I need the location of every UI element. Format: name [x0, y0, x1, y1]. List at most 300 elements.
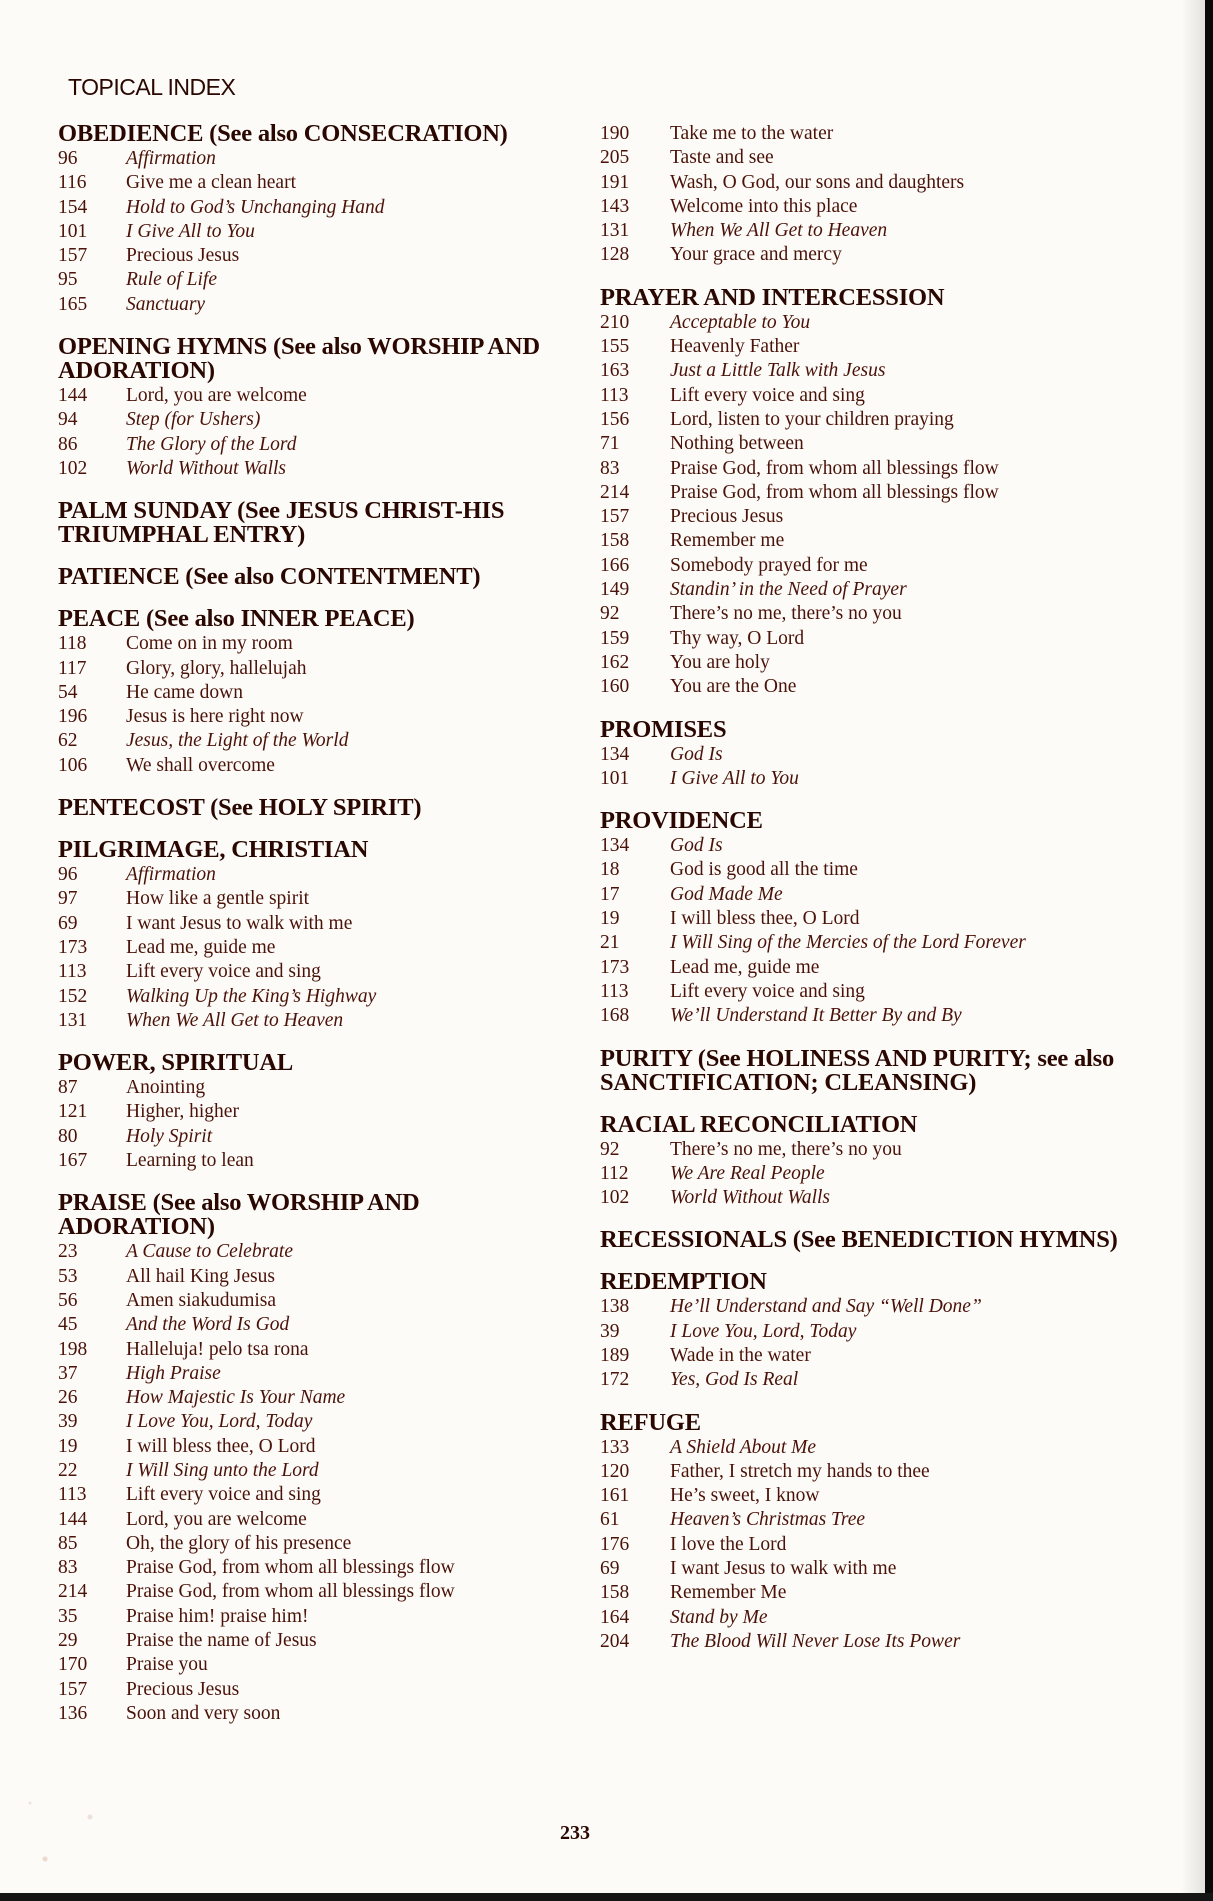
- hymn-number: 92: [600, 603, 620, 625]
- section-recessionals: [600, 1228, 1130, 1252]
- hymn-number: 26: [58, 1387, 78, 1409]
- hymn-title: Lift every voice and sing: [126, 1484, 321, 1506]
- hymn-title: A Shield About Me: [670, 1436, 817, 1458]
- section-heading: OPENING HYMNS (See also WORSHIP AND ADORATION): [58, 333, 540, 385]
- index-entry: [58, 1338, 578, 1362]
- hymn-title: Praise God, from whom all blessings flow: [670, 457, 999, 479]
- hymn-number: 198: [58, 1338, 88, 1360]
- hymn-number: 196: [58, 706, 88, 728]
- hymn-number: 160: [600, 676, 630, 698]
- section-heading: POWER, SPIRITUAL: [58, 1049, 294, 1077]
- hymn-number: 83: [58, 1557, 78, 1579]
- hymn-number: 80: [58, 1125, 78, 1147]
- hymn-number: 71: [600, 433, 620, 455]
- index-entry: [58, 1459, 578, 1483]
- hymn-number: 17: [600, 883, 620, 905]
- index-entry: [58, 1556, 578, 1580]
- hymn-number: 39: [58, 1411, 78, 1433]
- hymn-title: Praise God, from whom all blessings flow: [126, 1557, 455, 1579]
- index-entry: [58, 960, 578, 984]
- hymn-title: When We All Get to Heaven: [126, 1009, 344, 1031]
- index-entry: [600, 980, 1130, 1004]
- hymn-title: Glory, glory, hallelujah: [126, 657, 307, 679]
- hymn-title: You are the One: [670, 676, 797, 698]
- index-entry: [58, 171, 578, 195]
- hymn-title: Remember Me: [670, 1582, 787, 1604]
- hymn-number: 117: [58, 657, 87, 679]
- index-entry: [58, 1076, 578, 1100]
- index-entry: [58, 1532, 578, 1556]
- hymn-number: 134: [600, 835, 630, 857]
- left-column: [58, 122, 578, 1744]
- index-entry: [58, 1265, 578, 1289]
- index-entry: [600, 1320, 1130, 1344]
- hymn-title: We Are Real People: [670, 1162, 825, 1184]
- section-heading: REFUGE: [600, 1408, 701, 1436]
- hymn-title: Step (for Ushers): [126, 409, 261, 431]
- hymn-title: Heavenly Father: [670, 336, 800, 358]
- hymn-number: 172: [600, 1369, 630, 1391]
- hymn-number: 101: [600, 767, 630, 789]
- index-entry: [600, 529, 1130, 553]
- hymn-number: 144: [58, 385, 88, 407]
- hymn-title: Amen siakudumisa: [126, 1289, 277, 1311]
- index-entry: [58, 1149, 578, 1173]
- section-providence: [600, 809, 1130, 1028]
- index-entry: [58, 196, 578, 220]
- hymn-number: 165: [58, 293, 88, 315]
- hymn-title: Wade in the water: [670, 1344, 811, 1366]
- hymn-number: 121: [58, 1101, 88, 1123]
- section-heading: OBEDIENCE (See also CONSECRATION): [58, 120, 508, 147]
- hymn-title: God Is: [670, 835, 723, 857]
- hymn-number: 205: [600, 147, 630, 169]
- section-racial-reconciliation: [600, 1110, 1130, 1211]
- index-entry: [58, 1125, 578, 1149]
- hymn-number: 144: [58, 1508, 88, 1530]
- hymn-title: I want Jesus to walk with me: [670, 1558, 897, 1580]
- hymn-number: 162: [600, 651, 630, 673]
- hymn-number: 35: [58, 1605, 78, 1627]
- index-entry: [58, 632, 578, 656]
- section-heading: PRAISE (See also WORSHIP AND ADORATION): [58, 1189, 420, 1241]
- hymn-number: 22: [58, 1459, 78, 1481]
- section-heading: RECESSIONALS (See BENEDICTION HYMNS): [600, 1226, 1118, 1254]
- right-column: [600, 122, 1130, 1672]
- hymn-title: Oh, the glory of his presence: [126, 1532, 352, 1554]
- hymn-number: 138: [600, 1296, 630, 1318]
- hymn-title: There’s no me, there’s no you: [670, 1138, 902, 1160]
- hymn-title: How like a gentle spirit: [126, 888, 310, 910]
- hymn-number: 161: [600, 1485, 630, 1507]
- hymn-title: Somebody prayed for me: [670, 554, 868, 576]
- index-entry: [58, 293, 578, 317]
- hymn-title: The Glory of the Lord: [126, 433, 297, 455]
- section-heading: PALM SUNDAY (See JESUS CHRIST-HIS TRIUMPHAL ENTRY): [58, 497, 505, 549]
- index-entry: [600, 457, 1130, 481]
- hymn-number: 39: [600, 1320, 620, 1342]
- index-entry: [600, 907, 1130, 931]
- index-entry: [600, 1460, 1130, 1484]
- section-power-spiritual: [58, 1051, 578, 1173]
- hymn-title: Give me a clean heart: [126, 172, 296, 194]
- hymn-title: Your grace and mercy: [670, 244, 842, 266]
- hymn-number: 149: [600, 579, 630, 601]
- section-heading: RACIAL RECONCILIATION: [600, 1110, 918, 1138]
- hymn-number: 170: [58, 1654, 88, 1676]
- index-entry: [58, 985, 578, 1009]
- hymn-number: 56: [58, 1289, 78, 1311]
- section-promises: [600, 715, 1130, 792]
- hymn-number: 113: [600, 980, 629, 1002]
- hymn-title: Praise God, from whom all blessings flow: [670, 481, 999, 503]
- hymn-number: 143: [600, 195, 630, 217]
- index-entry: [600, 408, 1130, 432]
- index-entry: [600, 219, 1130, 243]
- index-entry: [600, 1138, 1130, 1162]
- index-entry: [600, 481, 1130, 505]
- index-entry: [58, 1629, 578, 1653]
- hymn-title: Just a Little Talk with Jesus: [670, 360, 886, 382]
- hymn-number: 94: [58, 409, 78, 431]
- hymn-title: God is good all the time: [670, 859, 858, 881]
- hymn-title: Father, I stretch my hands to thee: [670, 1460, 930, 1482]
- index-entry: [58, 1678, 578, 1702]
- hymn-number: 62: [58, 730, 78, 752]
- hymn-title: And the Word Is God: [126, 1314, 290, 1336]
- page-number: 233: [560, 1822, 590, 1844]
- hymn-title: Take me to the water: [670, 123, 834, 144]
- index-entry: [58, 268, 578, 292]
- index-entry: [58, 1508, 578, 1532]
- hymn-number: 157: [58, 1678, 88, 1700]
- index-entry: [58, 1410, 578, 1434]
- index-entry: [600, 858, 1130, 882]
- hymn-title: He came down: [126, 681, 243, 703]
- section-praise: [58, 1191, 578, 1726]
- hymn-title: Thy way, O Lord: [670, 627, 805, 649]
- hymn-title: Lord, you are welcome: [126, 385, 307, 407]
- hymn-number: 166: [600, 554, 630, 576]
- index-entry: [58, 1653, 578, 1677]
- hymn-title: I want Jesus to walk with me: [126, 912, 353, 934]
- hymn-title: Acceptable to You: [670, 311, 811, 333]
- hymn-title: Remember me: [670, 530, 785, 552]
- index-entry: [58, 147, 578, 171]
- hymn-number: 83: [600, 457, 620, 479]
- index-entry: [600, 171, 1130, 195]
- hymn-title: Praise you: [126, 1654, 208, 1676]
- hymn-number: 131: [600, 220, 630, 242]
- index-entry: [600, 578, 1130, 602]
- index-entry: [600, 1484, 1130, 1508]
- hymn-number: 96: [58, 864, 78, 886]
- hymn-number: 102: [600, 1187, 630, 1209]
- index-entry: [600, 505, 1130, 529]
- hymn-title: Nothing between: [670, 433, 804, 455]
- hymn-title: Praise him! praise him!: [126, 1605, 309, 1627]
- index-entry: [58, 457, 578, 481]
- hymn-title: High Praise: [126, 1362, 221, 1384]
- hymn-title: Sanctuary: [126, 293, 206, 315]
- hymn-title: Lead me, guide me: [126, 936, 276, 958]
- hymn-number: 45: [58, 1314, 78, 1336]
- section-heading: PROMISES: [600, 715, 727, 743]
- hymn-number: 116: [58, 172, 87, 194]
- index-entry: [58, 729, 578, 753]
- index-entry: [58, 887, 578, 911]
- index-entry: [58, 912, 578, 936]
- index-entry: [58, 1702, 578, 1726]
- hymn-number: 112: [600, 1162, 629, 1184]
- hymn-number: 152: [58, 985, 88, 1007]
- hymn-number: 85: [58, 1532, 78, 1554]
- section-patience: [58, 565, 578, 589]
- section-purity: [600, 1044, 1130, 1096]
- index-entry: [600, 195, 1130, 219]
- hymn-title: How Majestic Is Your Name: [126, 1387, 346, 1409]
- hymn-number: 87: [58, 1077, 78, 1099]
- index-entry: [600, 1630, 1130, 1654]
- hymn-title: Affirmation: [126, 148, 216, 169]
- hymn-title: Precious Jesus: [126, 245, 240, 267]
- hymn-title: Come on in my room: [126, 633, 293, 655]
- section-peace: [58, 607, 578, 778]
- hymn-number: 54: [58, 681, 78, 703]
- index-entry: [600, 432, 1130, 456]
- hymn-title: I Give All to You: [126, 220, 255, 242]
- index-entry: [58, 657, 578, 681]
- index-entry: [600, 834, 1130, 858]
- hymn-number: 131: [58, 1009, 88, 1031]
- hymn-number: 101: [58, 220, 88, 242]
- index-entry: [58, 1289, 578, 1313]
- hymn-number: 113: [600, 384, 629, 406]
- index-entry: [58, 1240, 578, 1264]
- section-obedience: [58, 122, 578, 317]
- index-entry: [600, 627, 1130, 651]
- paper-speckle: [0, 1761, 150, 1901]
- index-entry: [58, 408, 578, 432]
- index-entry: [600, 1368, 1130, 1392]
- hymn-number: 155: [600, 336, 630, 358]
- section-redemption: [600, 1270, 1130, 1392]
- index-entry: [600, 1186, 1130, 1210]
- hymn-title: Learning to lean: [126, 1150, 254, 1172]
- index-entry: [600, 122, 1130, 146]
- page-edge-shade: [1181, 0, 1205, 1901]
- hymn-number: 214: [58, 1581, 88, 1603]
- hymn-title: The Blood Will Never Lose Its Power: [670, 1630, 961, 1652]
- hymn-title: Higher, higher: [126, 1101, 239, 1123]
- hymn-number: 156: [600, 408, 630, 430]
- hymn-number: 61: [600, 1509, 620, 1531]
- index-entry: [600, 1557, 1130, 1581]
- hymn-title: He’s sweet, I know: [670, 1485, 820, 1507]
- index-entry: [600, 146, 1130, 170]
- hymn-number: 134: [600, 743, 630, 765]
- hymn-title: Lord, listen to your children praying: [670, 408, 954, 430]
- index-entry: [600, 1162, 1130, 1186]
- index-entry: [58, 1100, 578, 1124]
- hymn-number: 18: [600, 859, 620, 881]
- hymn-title: Welcome into this place: [670, 195, 858, 217]
- section-heading: PILGRIMAGE, CHRISTIAN: [58, 836, 369, 864]
- hymn-number: 133: [600, 1436, 630, 1458]
- hymn-title: I Will Sing of the Mercies of the Lord Forever: [670, 932, 1026, 954]
- index-entry: [58, 1435, 578, 1459]
- hymn-title: Standin’ in the Need of Prayer: [670, 579, 907, 601]
- scan-border-bottom: [0, 1893, 1213, 1901]
- section-heading: PEACE (See also INNER PEACE): [58, 605, 415, 633]
- index-entry: [600, 1508, 1130, 1532]
- hymn-title: World Without Walls: [126, 457, 287, 479]
- hymn-number: 168: [600, 1005, 630, 1027]
- index-entry: [58, 705, 578, 729]
- section-refuge: [600, 1408, 1130, 1655]
- index-entry: [58, 863, 578, 887]
- index-entry: [58, 384, 578, 408]
- hymn-number: 159: [600, 627, 630, 649]
- hymn-number: 96: [58, 148, 78, 169]
- hymn-title: A Cause to Celebrate: [126, 1241, 293, 1263]
- hymn-title: Precious Jesus: [670, 506, 784, 528]
- hymn-title: Walking Up the King’s Highway: [126, 985, 377, 1007]
- index-entry: [58, 681, 578, 705]
- hymn-title: Wash, O God, our sons and daughters: [670, 171, 965, 193]
- section-prayer-and-intercession: [600, 283, 1130, 700]
- hymn-title: Affirmation: [126, 864, 216, 886]
- hymn-number: 23: [58, 1241, 78, 1263]
- hymn-title: All hail King Jesus: [126, 1265, 275, 1287]
- hymn-title: Lead me, guide me: [670, 956, 820, 978]
- hymn-title: I Love You, Lord, Today: [126, 1411, 313, 1433]
- index-entry: [600, 956, 1130, 980]
- hymn-number: 102: [58, 457, 88, 479]
- section-heading: PURITY (See HOLINESS AND PURITY; see also SANCTIFICATION; CLEANSING): [600, 1044, 1115, 1096]
- hymn-title: Yes, God Is Real: [670, 1369, 799, 1391]
- index-entry: [600, 335, 1130, 359]
- index-entry: [58, 936, 578, 960]
- index-entry: [600, 1581, 1130, 1605]
- index-entry: [600, 767, 1130, 791]
- hymn-title: I Love You, Lord, Today: [670, 1320, 857, 1342]
- index-entry: [600, 359, 1130, 383]
- hymn-number: 190: [600, 123, 630, 144]
- hymn-title: Lift every voice and sing: [126, 961, 321, 983]
- hymn-title: There’s no me, there’s no you: [670, 603, 902, 625]
- hymn-title: Taste and see: [670, 147, 774, 169]
- index-entry: [600, 1533, 1130, 1557]
- index-entry: [58, 1313, 578, 1337]
- hymn-title: God Is: [670, 743, 723, 765]
- hymn-title: He’ll Understand and Say “Well Done”: [670, 1296, 982, 1318]
- hymn-title: You are holy: [670, 651, 770, 673]
- hymn-title: Rule of Life: [126, 269, 217, 291]
- hymn-number: 157: [58, 245, 88, 267]
- hymn-title: Praise the name of Jesus: [126, 1630, 317, 1652]
- index-entry: [58, 1386, 578, 1410]
- section-continued: [600, 122, 1130, 268]
- index-entry: [58, 1009, 578, 1033]
- index-entry: [58, 1483, 578, 1507]
- hymn-title: Lift every voice and sing: [670, 384, 865, 406]
- hymn-number: 164: [600, 1606, 630, 1628]
- hymn-title: We shall overcome: [126, 754, 275, 776]
- hymn-title: Halleluja! pelo tsa rona: [126, 1338, 309, 1360]
- index-entry: [58, 220, 578, 244]
- hymn-title: Jesus, the Light of the World: [126, 730, 349, 752]
- hymn-number: 97: [58, 888, 78, 910]
- hymn-number: 204: [600, 1630, 630, 1652]
- hymn-number: 53: [58, 1265, 78, 1287]
- index-entry: [600, 1436, 1130, 1460]
- section-pentecost: [58, 796, 578, 820]
- hymn-number: 136: [58, 1702, 88, 1724]
- hymn-title: We’ll Understand It Better By and By: [670, 1005, 962, 1027]
- hymn-number: 163: [600, 360, 630, 382]
- section-heading: PROVIDENCE: [600, 807, 763, 835]
- hymn-title: Heaven’s Christmas Tree: [670, 1509, 865, 1531]
- hymn-number: 189: [600, 1344, 630, 1366]
- index-entry: [58, 754, 578, 778]
- hymn-title: I love the Lord: [670, 1533, 787, 1555]
- hymn-title: Lift every voice and sing: [670, 980, 865, 1002]
- hymn-number: 158: [600, 530, 630, 552]
- hymn-title: Stand by Me: [670, 1606, 768, 1628]
- hymn-number: 210: [600, 311, 630, 333]
- hymn-title: Praise God, from whom all blessings flow: [126, 1581, 455, 1603]
- hymn-number: 69: [58, 912, 78, 934]
- index-entry: [600, 554, 1130, 578]
- index-entry: [600, 243, 1130, 267]
- hymn-number: 92: [600, 1138, 620, 1160]
- hymn-title: When We All Get to Heaven: [670, 220, 888, 242]
- index-entry: [600, 1606, 1130, 1630]
- index-entry: [600, 1004, 1130, 1028]
- hymn-number: 113: [58, 961, 87, 983]
- index-entry: [600, 883, 1130, 907]
- index-entry: [600, 602, 1130, 626]
- hymn-number: 113: [58, 1484, 87, 1506]
- hymn-number: 69: [600, 1558, 620, 1580]
- index-entry: [600, 675, 1130, 699]
- hymn-title: I Will Sing unto the Lord: [126, 1459, 319, 1481]
- hymn-number: 214: [600, 481, 630, 503]
- hymn-number: 120: [600, 1460, 630, 1482]
- index-entry: [58, 1605, 578, 1629]
- page-header: TOPICAL INDEX: [68, 74, 236, 100]
- index-entry: [600, 931, 1130, 955]
- hymn-title: Lord, you are welcome: [126, 1508, 307, 1530]
- hymn-title: I will bless thee, O Lord: [670, 908, 860, 930]
- scan-border-right: [1205, 0, 1213, 1901]
- section-pilgrimage-christian: [58, 838, 578, 1033]
- hymn-title: Anointing: [126, 1077, 206, 1099]
- hymn-number: 158: [600, 1582, 630, 1604]
- hymn-number: 191: [600, 171, 630, 193]
- index-entry: [600, 651, 1130, 675]
- section-heading: REDEMPTION: [600, 1268, 767, 1296]
- hymn-number: 21: [600, 932, 620, 954]
- index-entry: [600, 1344, 1130, 1368]
- hymn-title: Precious Jesus: [126, 1678, 240, 1700]
- hymn-number: 86: [58, 433, 78, 455]
- index-entry: [58, 433, 578, 457]
- index-entry: [600, 384, 1130, 408]
- section-heading: PRAYER AND INTERCESSION: [600, 283, 945, 311]
- section-heading: PATIENCE (See also CONTENTMENT): [58, 563, 481, 591]
